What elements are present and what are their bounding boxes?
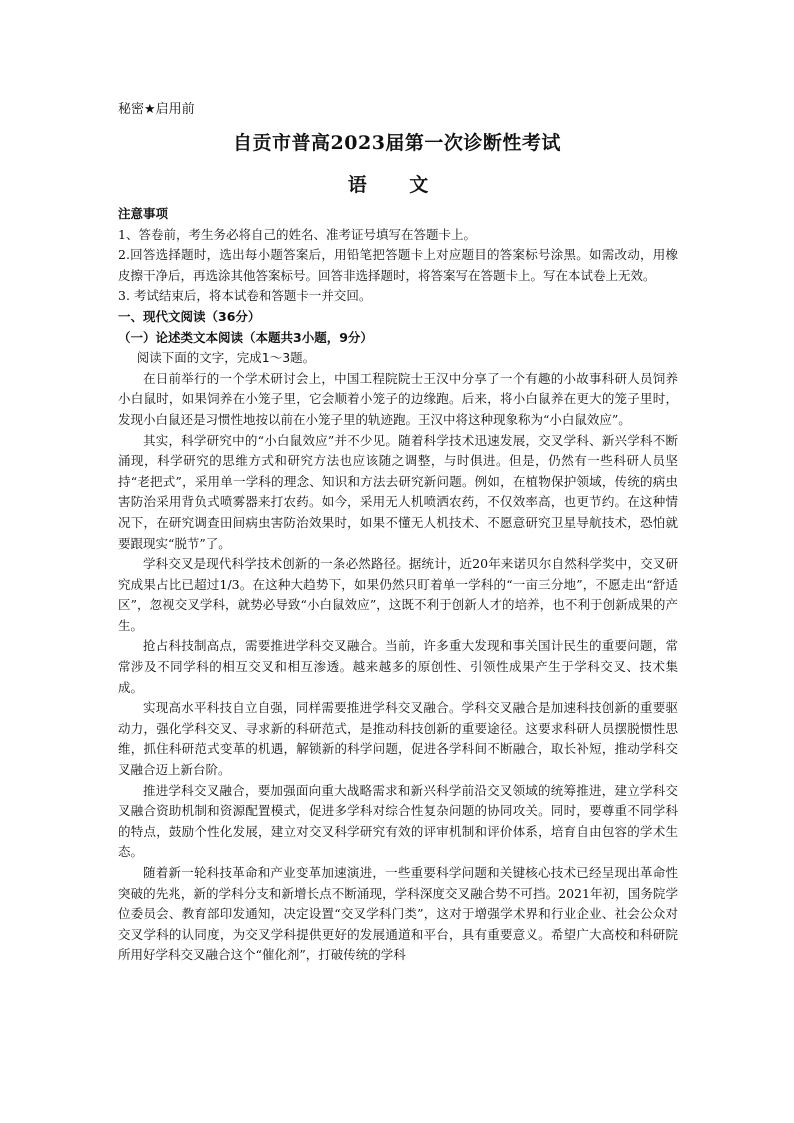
passage-paragraph: 随着新一轮科技革命和产业变革加速演进，一些重要科学问题和关键核心技术已经呈现出革命性突破的先兆，新的学科分支和新增长点不断涌现，学科深度交叉融合势不可挡。2021年初，国务院学位委员会、教育部印发通知，决定设置“交叉学科门类”，这对于增强学术界和行业企业、社会公众对交叉学科的认同度，为交叉学科提供更好的发展通道和平台，具有重要意义。希望广大高校和科研院所用好学科交叉融合这个“催化剂”，打破传统的学科: [118, 865, 678, 963]
exam-body: [118, 204, 678, 966]
note-item: 3. 考试结束后，将本试卷和答题卡一并交回。: [118, 288, 372, 304]
notes-heading: 注意事项: [118, 206, 169, 221]
subject-title: 语 文: [347, 174, 447, 196]
section-title: 一、现代文阅读（36分）: [118, 308, 261, 324]
section-subtitle: （一）论述类文本阅读（本题共3小题，9分）: [118, 329, 373, 345]
exam-title: 自贡市普高2023届第一次诊断性考试: [233, 132, 561, 154]
passage-paragraph: 学科交叉是现代科学技术创新的一条必然路径。据统计，近20年来诺贝尔自然科学奖中，交叉研究成果占比已超过1/3。在这种大趋势下，如果仍然只盯着单一学科的“一亩三分地”，不愿走出“舒适区”，忽视交叉学科，就势必导致“小白鼠效应”，这既不利于创新人才的培养，也不利于创新成果的产生。: [118, 556, 678, 633]
reading-instruction: 阅读下面的文字，完成1～3题。: [136, 350, 316, 366]
passage-paragraph: 在日前举行的一个学术研讨会上，中国工程院院士王汉中分享了一个有趣的小故事科研人员饲养小白鼠时，如果饲养在小笼子里，它会顺着小笼子的边缘跑。后来，将小白鼠养在更大的笼子里时，发现小白鼠还是习惯性地按以前在小笼子里的轨迹跑。王汉中将这种现象称为“小白鼠效应”。: [118, 370, 678, 427]
note-item: 2.回答选择题时，选出每小题答案后，用铅笔把答题卡上对应题目的答案标号涂黑。如需改动，用橡皮擦干净后，再选涂其他答案标号。回答非选择题时，将答案写在答题卡上。写在本试卷上无效。: [118, 247, 678, 283]
passage-paragraph: 其实，科学研究中的“小白鼠效应”并不少见。随着科学技术迅速发展，交叉学科、新兴学科不断涌现，科学研究的思维方式和研究方法也应该随之调整，与时俱进。但是，仍然有一些科研人员坚持“老把式”，采用单一学科的理念、知识和方法去研究新问题。例如，在植物保护领域，传统的病虫害防治采用背负式喷雾器来打农药。如今，采用无人机喷洒农药，不仅效率高，也更节约。在这种情况下，在研究调查田间病虫害防治效果时，如果不懂无人机技术、不愿意研究卫星导航技术，恐怕就要跟现实“脱节”了。: [118, 432, 678, 551]
passage-paragraph: 推进学科交叉融合，要加强面向重大战略需求和新兴科学前沿交叉领域的统筹推进，建立学科交叉融合资助机制和资源配置模式，促进多学科对综合性复杂问题的协同攻关。同时，要尊重不同学科的特点，鼓励个性化发展，建立对交叉科学研究有效的评审机制和评价体系，培育自由包容的学术生态。: [118, 782, 678, 860]
secret-mark: 秘密★启用前: [118, 102, 195, 117]
passage-paragraph: 实现高水平科技自立自强，同样需要推进学科交叉融合。学科交叉融合是加速科技创新的重要驱动力，强化学科交叉、寻求新的科研范式，是推动科技创新的重要途径。这要求科研人员摆脱惯性思维，抓住科研范式变革的机遇，解锁新的科学问题，促进各学科间不断融合，取长补短，推动学科交叉融合迈上新台阶。: [118, 700, 678, 778]
note-item: 1、答卷前，考生务必将自己的姓名、准考证号填写在答题卡上。: [118, 226, 476, 242]
passage-paragraph: 抢占科技制高点，需要推进学科交叉融合。当前，许多重大发现和事关国计民生的重要问题，常常涉及不同学科的相互交叉和相互渗透。越来越多的原创性、引领性成果产生于学科交叉、技术集成。: [118, 638, 678, 695]
